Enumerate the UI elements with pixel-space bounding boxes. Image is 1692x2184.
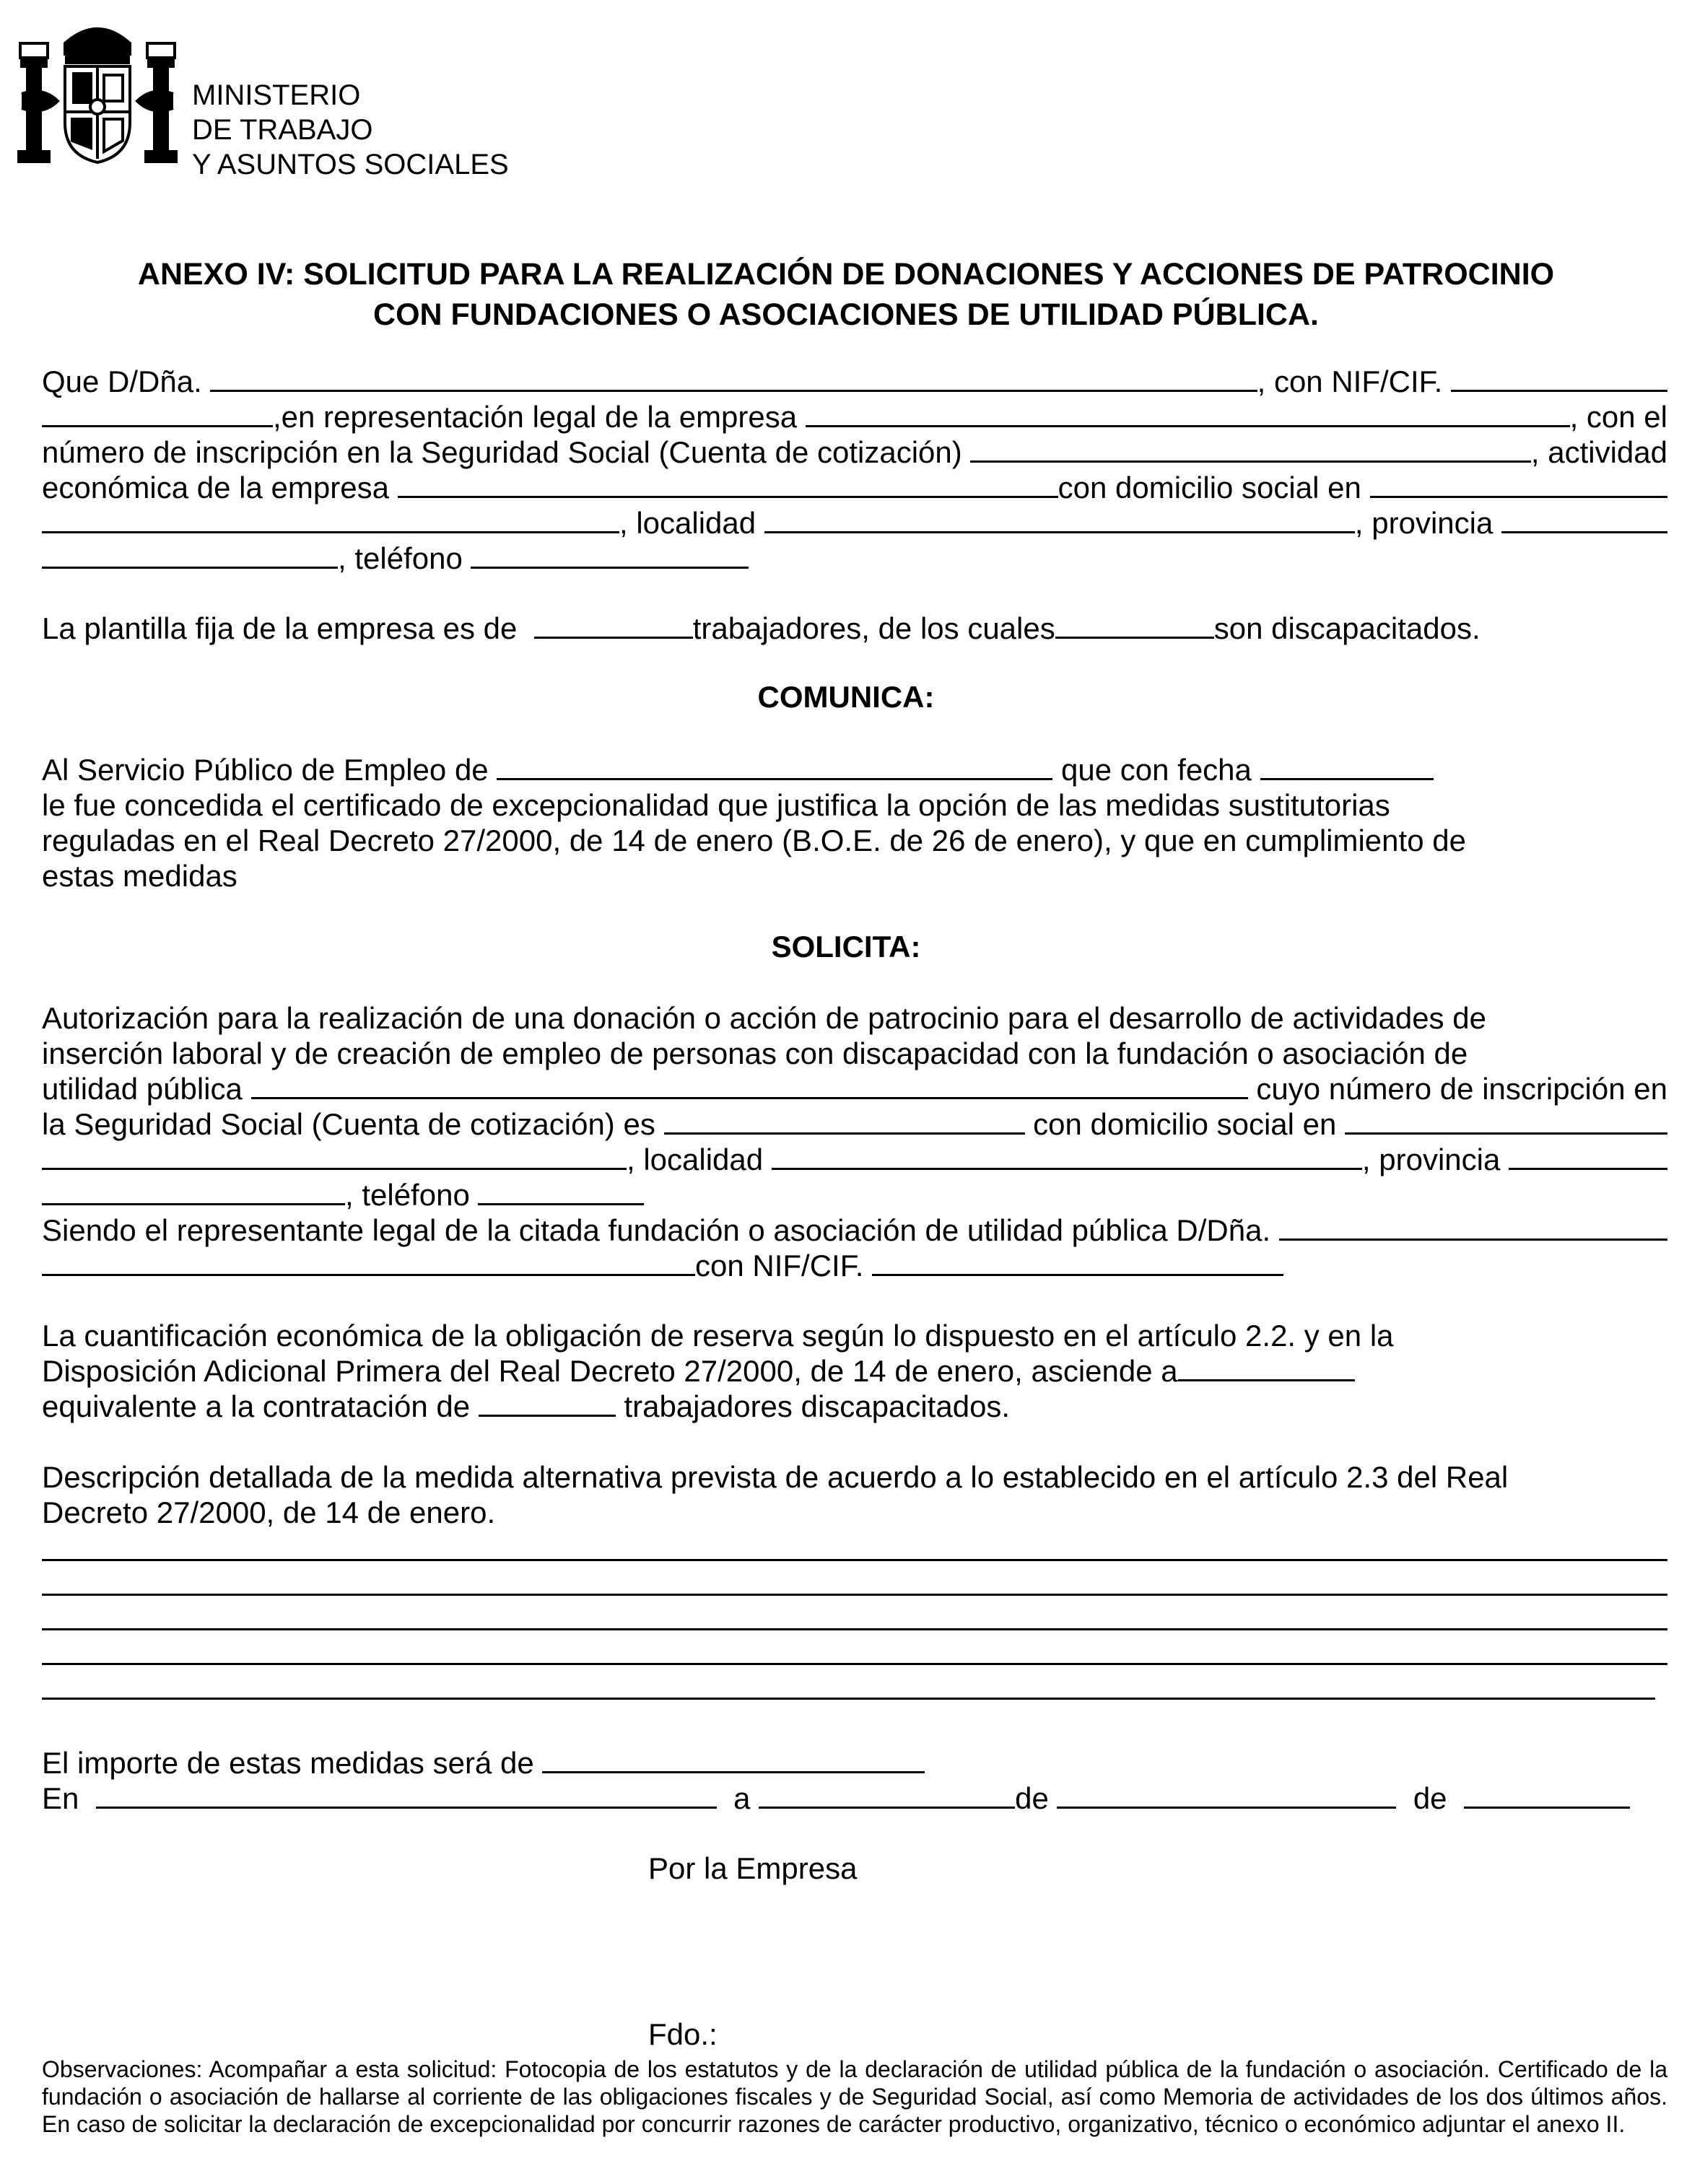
comunica-line-2: le fue concedida el certificado de excepcionalidad que justifica la opción de las medidas sustitutorias — [42, 788, 1390, 822]
ministry-line-2: DE TRABAJO — [192, 114, 373, 146]
intro-line-3 — [42, 434, 1667, 470]
intro-line-6 — [42, 541, 1667, 576]
label-plantilla: La plantilla fija de la empresa es de — [42, 611, 518, 645]
solicita-line-2: inserción laboral y de creación de empleo de personas con discapacidad con la fundación o asociación de — [42, 1036, 1468, 1070]
fecha-field[interactable] — [1260, 754, 1434, 780]
lugar-field[interactable] — [96, 1782, 717, 1809]
representante-nif-field[interactable] — [872, 1249, 1283, 1276]
label-economica: económica de la empresa — [42, 471, 389, 504]
label-importe: El importe de estas medidas será de — [42, 1746, 534, 1780]
solicita-line-7 — [42, 1213, 1667, 1248]
domicilio-continuation-field[interactable] — [42, 507, 619, 533]
label-trabajadores: trabajadores, de los cuales — [692, 611, 1055, 645]
domicilio-field[interactable] — [1370, 471, 1668, 498]
label-fecha: que con fecha — [1061, 753, 1252, 787]
descripcion-rule-3[interactable] — [42, 1628, 1667, 1630]
fundacion-provincia-continuation-field[interactable] — [42, 1179, 345, 1205]
por-la-empresa: Por la Empresa — [648, 1851, 858, 1885]
title-line-1: ANEXO IV: SOLICITUD PARA LA REALIZACIÓN DE DONACIONES Y ACCIONES DE PATROCINIO — [137, 257, 1555, 292]
coat-of-arms-logo — [14, 14, 180, 173]
label-en: En — [42, 1781, 79, 1815]
cuantificacion-line-1: La cuantificación económica de la obligación de reserva según lo dispuesto en el artículo 2.2. y en la — [42, 1319, 1394, 1353]
plantilla-field[interactable] — [534, 612, 693, 639]
label-de-1: de — [1015, 1781, 1049, 1815]
label-telefono: , teléfono — [338, 541, 463, 575]
cuantificacion-line-3 — [42, 1389, 1667, 1424]
fundacion-provincia-field[interactable] — [1509, 1143, 1667, 1170]
document-title — [43, 254, 1649, 335]
label-que: Que D/Dña. — [42, 364, 202, 398]
label-representacion: ,en representación legal de la empresa — [273, 400, 798, 434]
label-discapacitados: son discapacitados. — [1213, 611, 1480, 645]
comunica-line-3: reguladas en el Real Decreto 27/2000, de 14 de enero (B.O.E. de 26 de enero), y que en cumplimiento de — [42, 824, 1466, 857]
label-telefono-fundacion: , teléfono — [345, 1178, 470, 1212]
ministry-name — [192, 78, 509, 182]
label-trabajadores-discapacitados: trabajadores discapacitados. — [624, 1389, 1011, 1423]
descripcion-rule-1[interactable] — [42, 1559, 1667, 1561]
label-equivalente: equivalente a la contratación de — [42, 1389, 471, 1423]
comunica-line-4: estas medidas — [42, 859, 237, 893]
intro-line-1 — [42, 364, 1667, 399]
servicio-empleo-field[interactable] — [497, 754, 1052, 780]
label-domicilio-fundacion: con domicilio social en — [1033, 1107, 1337, 1141]
representante-field[interactable] — [1279, 1214, 1667, 1241]
fecha-lugar-line — [42, 1781, 1667, 1816]
localidad-field[interactable] — [764, 507, 1355, 533]
solicita-line-3 — [42, 1071, 1667, 1106]
dia-field[interactable] — [759, 1782, 1015, 1809]
solicita-line-4 — [42, 1106, 1667, 1142]
label-localidad: , localidad — [619, 506, 756, 540]
label-a: a — [733, 1781, 751, 1815]
firma-label: Fdo.: — [648, 2017, 718, 2051]
label-provincia-fundacion: , provincia — [1361, 1143, 1501, 1176]
fundacion-localidad-field[interactable] — [772, 1143, 1362, 1170]
plantilla-line — [42, 611, 1667, 646]
title-line-2: CON FUNDACIONES O ASOCIACIONES DE UTILIDAD PÚBLICA. — [373, 297, 1319, 332]
mes-field[interactable] — [1057, 1782, 1396, 1809]
cuantificacion-line-2 — [42, 1353, 1667, 1389]
nif-continuation-field[interactable] — [42, 401, 273, 427]
label-con-el: , con el — [1569, 400, 1667, 434]
cuenta-cotizacion-field[interactable] — [970, 436, 1530, 463]
label-provincia: , provincia — [1354, 506, 1493, 540]
trabajadores-equivalentes-field[interactable] — [479, 1390, 616, 1417]
intro-line-2 — [42, 399, 1667, 434]
fundacion-domicilio-field[interactable] — [1345, 1108, 1667, 1135]
label-numero-inscripcion: número de inscripción en la Seguridad Social (Cuenta de cotización) — [42, 435, 962, 469]
provincia-field[interactable] — [1501, 507, 1667, 533]
label-siendo: Siendo el representante legal de la citada fundación o asociación de utilidad pública D/Dña. — [42, 1213, 1271, 1247]
label-utilidad: utilidad pública — [42, 1072, 243, 1106]
label-servicio: Al Servicio Público de Empleo de — [42, 753, 489, 787]
importe-line — [42, 1745, 1667, 1781]
solicita-line-8 — [42, 1248, 1667, 1283]
intro-line-5 — [42, 505, 1667, 541]
actividad-field[interactable] — [398, 471, 1058, 498]
fundacion-field[interactable] — [251, 1073, 1248, 1099]
label-de-2: de — [1413, 1781, 1447, 1815]
intro-line-4 — [42, 470, 1667, 505]
solicita-line-6 — [42, 1177, 1667, 1213]
nif-field[interactable] — [1451, 365, 1667, 392]
provincia-continuation-field[interactable] — [42, 542, 338, 569]
label-actividad: , actividad — [1530, 435, 1667, 469]
descripcion-rule-4[interactable] — [42, 1663, 1667, 1665]
descripcion-rule-5[interactable] — [42, 1698, 1655, 1700]
discapacitados-field[interactable] — [1055, 612, 1214, 639]
name-field[interactable] — [210, 365, 1257, 392]
label-nif-fundacion: con NIF/CIF. — [695, 1249, 864, 1283]
label-asciende: Disposición Adicional Primera del Real Decreto 27/2000, de 14 de enero, asciende a — [42, 1354, 1178, 1388]
fundacion-domicilio-continuation-field[interactable] — [42, 1143, 627, 1170]
descripcion-rule-2[interactable] — [42, 1594, 1667, 1596]
comunica-heading: COMUNICA: — [757, 680, 935, 714]
solicita-heading: SOLICITA: — [771, 930, 921, 964]
label-localidad-fundacion: , localidad — [627, 1143, 764, 1176]
fundacion-telefono-field[interactable] — [478, 1179, 644, 1205]
label-cuyo-numero: cuyo número de inscripción en — [1256, 1072, 1667, 1106]
telefono-field[interactable] — [471, 542, 749, 569]
label-seguridad-social: la Seguridad Social (Cuenta de cotización) es — [42, 1107, 655, 1141]
observaciones-text: Observaciones: Acompañar a esta solicitud: Fotocopia de los estatutos y de la declaración de utilidad pública de la fundación o asociación. Certificado de la fundación o asociación de hallarse al corriente de las obligaciones fiscales y de Seguridad Social, así como Memoria de actividades de los dos últimos años. En caso de solicitar la declaración de excepcionalidad por concurrir razones de carácter productivo, organizativo, técnico o económico adjuntar el anexo II. — [42, 2056, 1667, 2137]
ministry-line-1: MINISTERIO — [192, 79, 361, 111]
solicita-line-1: Autorización para la realización de una donación o acción de patrocinio para el desarrollo de actividades de — [42, 1001, 1486, 1035]
anio-field[interactable] — [1464, 1782, 1630, 1809]
solicita-line-5 — [42, 1142, 1667, 1177]
representante-continuation-field[interactable] — [42, 1249, 695, 1276]
descripcion-line-2: Decreto 27/2000, de 14 de enero. — [42, 1495, 496, 1529]
empresa-field[interactable] — [806, 401, 1570, 427]
comunica-line-1 — [42, 752, 1667, 787]
fundacion-cotizacion-field[interactable] — [664, 1108, 1025, 1135]
label-nif: , con NIF/CIF. — [1257, 364, 1443, 398]
ministry-line-3: Y ASUNTOS SOCIALES — [192, 149, 509, 180]
descripcion-line-1: Descripción detallada de la medida alternativa prevista de acuerdo a lo establecido en el artículo 2.3 del Real — [42, 1460, 1509, 1494]
importe-reserva-field[interactable] — [1178, 1355, 1355, 1381]
label-domicilio: con domicilio social en — [1058, 471, 1361, 504]
importe-field[interactable] — [542, 1747, 925, 1773]
